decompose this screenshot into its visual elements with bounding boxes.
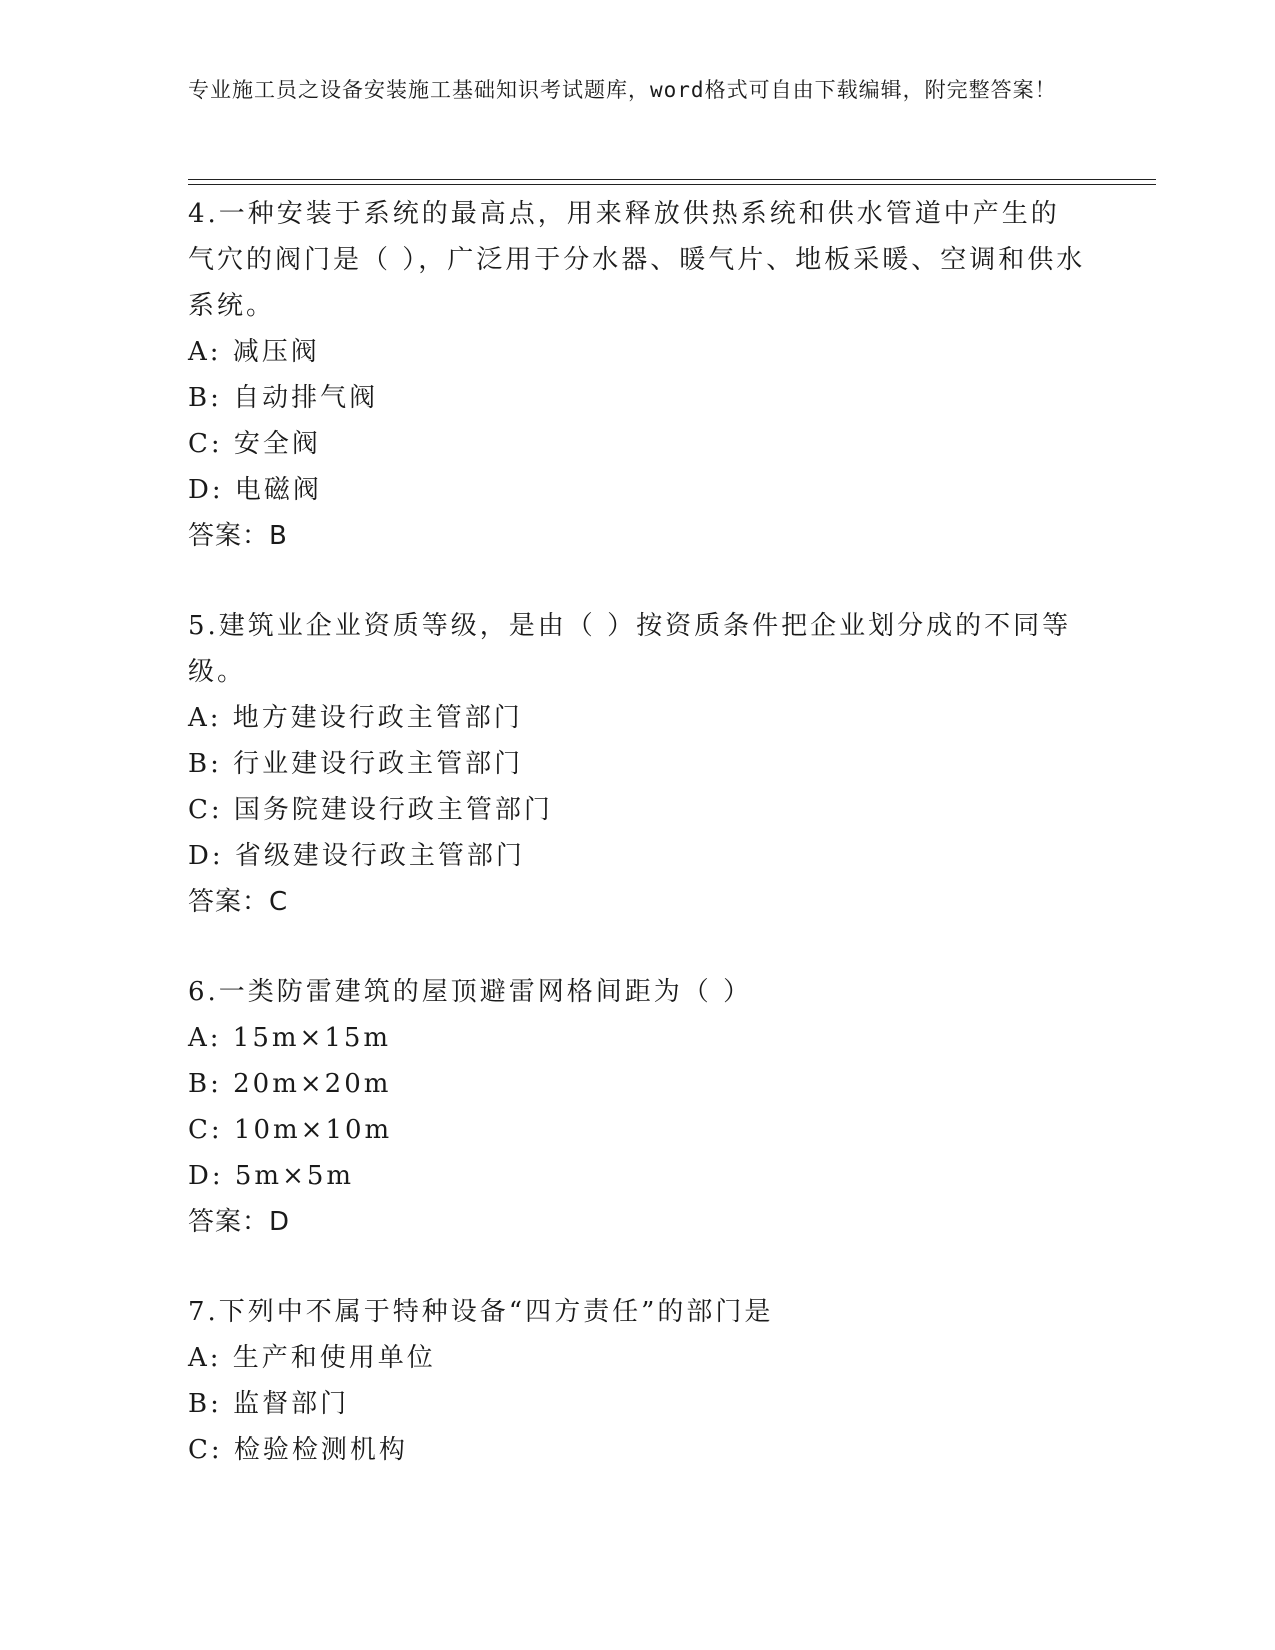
question-4 <box>188 191 1088 559</box>
question-text: 4.一种安装于系统的最高点，用来释放供热系统和供水管道中产生的气穴的阀门是（ ），广泛用于分水器、暖气片、地板采暖、空调和供水系统。 <box>188 199 1086 321</box>
option-b: B: 20m×20m <box>188 1069 392 1099</box>
question-7 <box>188 1289 1088 1473</box>
option-c: C: 检验检测机构 <box>188 1435 408 1465</box>
question-6 <box>188 969 1088 1245</box>
answer-line: 答案：D <box>188 1207 291 1237</box>
question-text: 6.一类防雷建筑的屋顶避雷网格间距为（ ） <box>188 977 753 1007</box>
option-a: A: 减压阀 <box>188 337 320 367</box>
option-d: D: 省级建设行政主管部门 <box>188 841 525 871</box>
header-divider-top <box>188 179 1156 180</box>
option-a: A: 15m×15m <box>188 1023 392 1053</box>
answer-line: 答案：B <box>188 521 288 551</box>
option-b: B: 自动排气阀 <box>188 383 379 413</box>
option-d: D: 电磁阀 <box>188 475 322 505</box>
question-text: 7.下列中不属于特种设备“四方责任”的部门是 <box>188 1297 774 1327</box>
answer-line: 答案：C <box>188 887 289 917</box>
option-a: A: 生产和使用单位 <box>188 1343 436 1373</box>
document-header: 专业施工员之设备安装施工基础知识考试题库，word格式可自由下载编辑，附完整答案！ <box>188 78 1057 102</box>
header-divider-bottom <box>188 184 1156 185</box>
question-list <box>188 191 1088 1517</box>
option-a: A: 地方建设行政主管部门 <box>188 703 523 733</box>
question-text: 5.建筑业企业资质等级，是由（ ）按资质条件把企业划分成的不同等级。 <box>188 611 1072 687</box>
option-c: C: 安全阀 <box>188 429 321 459</box>
option-d: D: 5m×5m <box>188 1161 355 1191</box>
option-b: B: 监督部门 <box>188 1389 350 1419</box>
option-c: C: 10m×10m <box>188 1115 393 1145</box>
option-b: B: 行业建设行政主管部门 <box>188 749 524 779</box>
option-c: C: 国务院建设行政主管部门 <box>188 795 553 825</box>
question-5 <box>188 603 1088 925</box>
